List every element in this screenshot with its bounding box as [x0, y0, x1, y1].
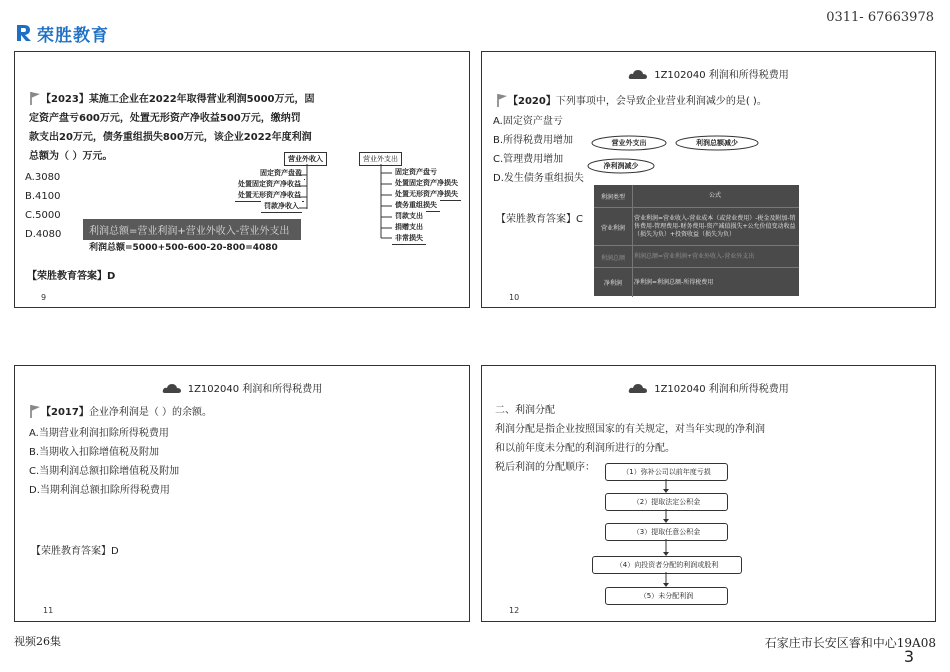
income-connector — [299, 164, 315, 214]
slide-11 — [14, 365, 470, 622]
expense-item: 捐赠支出 — [392, 221, 426, 234]
expense-item: 非常损失 — [392, 232, 426, 245]
answer-text: 【荣胜教育答案】D — [31, 546, 119, 557]
document-page-number: 3 — [903, 647, 914, 666]
flag-icon — [29, 91, 41, 105]
bubble-label: 利润总额减少 — [696, 139, 738, 147]
income-title: 营业外收入 — [284, 152, 327, 166]
slide-header: 1Z102040 利润和所得税费用 — [15, 380, 469, 395]
table-header-row: 利润类型 公式 — [594, 185, 799, 207]
footer-episode: 视频26集 — [14, 635, 61, 648]
formula-box: 利润总额=营业利润+营业外收入-营业外支出 — [83, 219, 301, 240]
table-row: 营业利润 营业利润=营业收入-营业成本（或营业费用）-税金及附加-销售费用-管理费用-财务费用-资产减值损失+公允价值变动收益（损失为负）+投资收益（损失为负） — [594, 207, 799, 246]
slide-12 — [481, 365, 936, 622]
option-list — [25, 168, 61, 244]
income-item: 处置无形资产净收益 — [235, 189, 304, 202]
option-list — [29, 424, 179, 500]
section-text: 二、利润分配 利润分配是指企业按照国家的有关规定，对当年实现的净利润 和以前年度未分配的利润所进行的分配。 税后利润的分配顺序： — [495, 401, 935, 477]
option-d[interactable]: D.发生债务重组损失 — [493, 173, 584, 184]
logo-text: 荣胜教育 — [37, 25, 109, 46]
option-a[interactable]: A.固定资产盘亏 — [493, 116, 563, 127]
page-number: 12 — [509, 606, 520, 615]
brand-logo — [14, 22, 109, 44]
expense-item: 处置无形资产净损失 — [392, 188, 461, 201]
flag-icon — [496, 93, 508, 107]
option-c[interactable]: C.管理费用增加 — [493, 154, 564, 165]
logo-icon — [14, 23, 34, 43]
profit-formula-table — [594, 185, 799, 296]
slide-header: 1Z102040 利润和所得税费用 — [482, 66, 935, 81]
expense-item: 处置固定资产净损失 — [392, 177, 461, 190]
income-item: 固定资产盘盈 — [257, 167, 305, 180]
footer-address: 石家庄市长安区睿和中心19A08 — [764, 636, 936, 650]
option-a[interactable]: A.当期营业利润扣除所得税费用 — [29, 428, 169, 439]
page-number: 9 — [41, 293, 47, 302]
page-number: 10 — [509, 293, 520, 302]
option-list — [493, 112, 584, 188]
flow-step: （3）提取任意公积金 — [605, 523, 728, 541]
answer-text: 【荣胜教育答案】C — [496, 214, 583, 225]
expense-item: 罚款支出 — [392, 210, 426, 223]
flag-icon — [29, 404, 41, 418]
question-text: 【2017】企业净利润是（ ）的余额。 — [29, 403, 212, 422]
option-c[interactable]: C.当期利润总额扣除增值税及附加 — [29, 466, 180, 477]
option-b[interactable]: B.4100 — [25, 191, 61, 202]
option-b[interactable]: B.当期收入扣除增值税及附加 — [29, 447, 160, 458]
income-item: 罚款净收入 — [261, 200, 302, 213]
table-row: 利润总额 利润总额=营业利润+营业外收入-营业外支出 — [594, 245, 799, 268]
section-title: 二、利润分配 — [495, 405, 555, 416]
bubble-label: 营业外支出 — [611, 139, 647, 147]
option-d[interactable]: D.当期利润总额扣除所得税费用 — [29, 485, 170, 496]
cloud-icon — [628, 382, 648, 394]
question-text: 【2023】某施工企业在2022年取得营业利润5000万元，固 定资产盘亏600万元，处置无形资产净收益500万元，缴纳罚 款支出20万元，债务重组损失800万元，该企业2022年度利润 总额为（ ）万元。 — [29, 90, 349, 166]
option-a[interactable]: A.3080 — [25, 172, 61, 183]
income-item: 处置固定资产净收益 — [235, 178, 304, 191]
slide-9 — [14, 51, 470, 308]
expense-item: 固定资产盘亏 — [392, 166, 440, 179]
flow-step: （4）向投资者分配的利润或股利 — [592, 556, 742, 574]
table-row: 净利润 净利润=利润总额-所得税费用 — [594, 267, 799, 297]
option-b[interactable]: B.所得税费用增加 — [493, 135, 574, 146]
phone-number: 0311- 67663978 — [826, 10, 934, 25]
option-c[interactable]: C.5000 — [25, 210, 61, 221]
flow-step: （5）未分配利润 — [605, 587, 728, 605]
page-number: 11 — [43, 606, 54, 615]
cloud-icon — [628, 68, 648, 80]
answer-text: 【荣胜教育答案】D — [27, 271, 116, 282]
cloud-icon — [162, 382, 182, 394]
calc-line: 利润总额=5000+500-600-20-800=4080 — [89, 243, 278, 253]
bubble-label: 净利润减少 — [603, 162, 639, 170]
question-text: 【2020】下列事项中，会导致企业营业利润减少的是( )。 — [496, 92, 767, 111]
expense-item: 债务重组损失 — [392, 199, 440, 212]
flow-step: （2）提取法定公积金 — [605, 493, 728, 511]
flow-step: （1）弥补公司以前年度亏损 — [605, 463, 728, 481]
option-d[interactable]: D.4080 — [25, 229, 62, 240]
flow-arrows — [660, 479, 672, 589]
expense-title: 营业外支出 — [359, 152, 402, 166]
slide-header: 1Z102040 利润和所得税费用 — [482, 380, 935, 395]
